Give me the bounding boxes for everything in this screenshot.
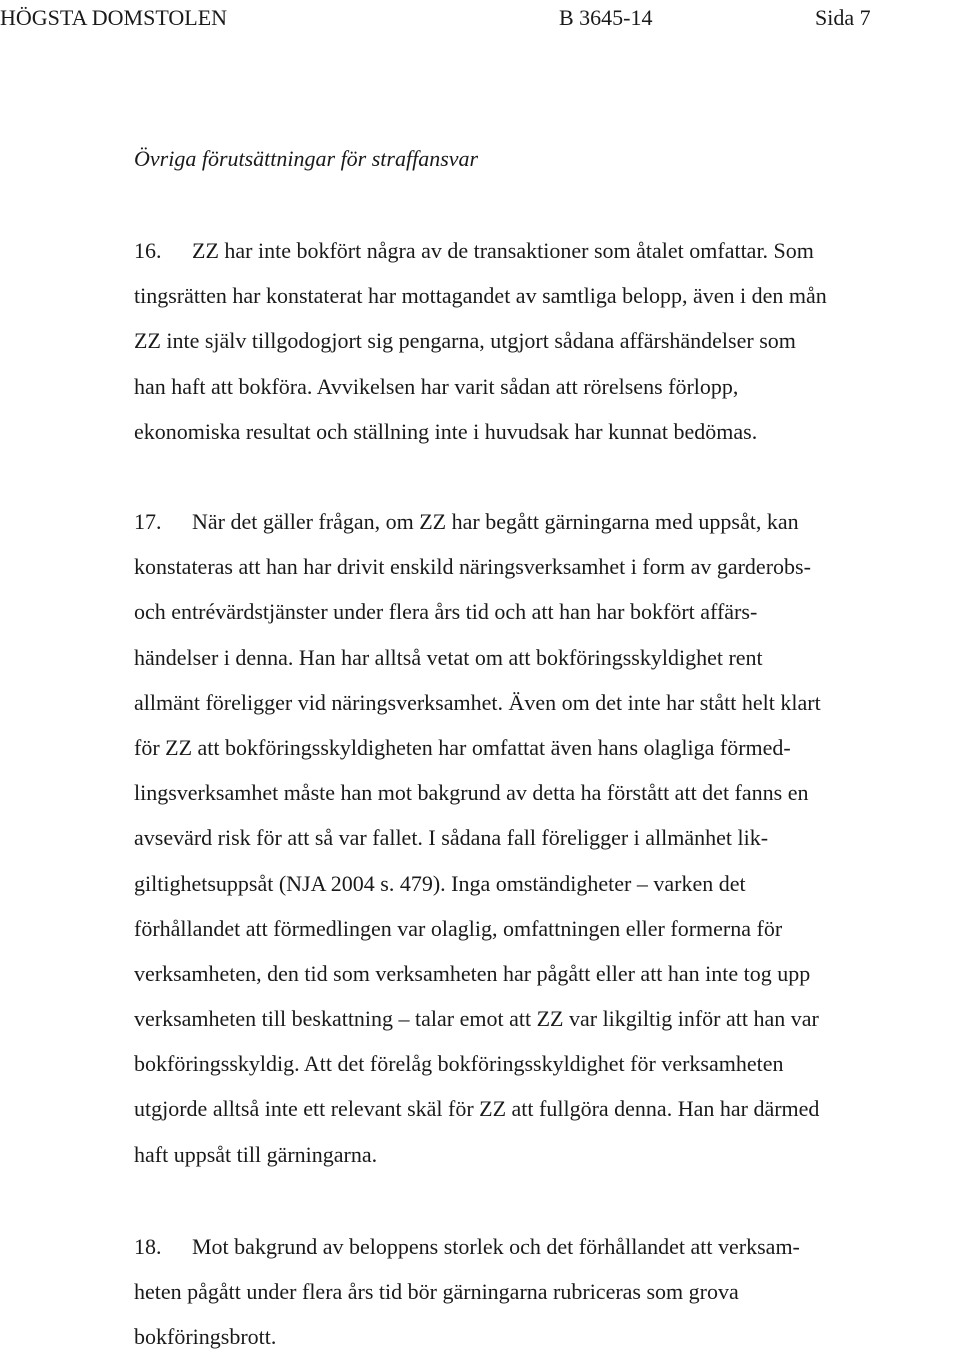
paragraph-line: allmänt föreligger vid näringsverksamhet. Även om det inte har stått helt klart (134, 689, 821, 715)
paragraph-text: ZZ har inte bokfört några av de transaktioner som åtalet omfattar. Som (192, 238, 814, 263)
paragraph-line (134, 1224, 934, 1269)
paragraph-line: lingsverksamhet måste han mot bakgrund av detta ha förstått att det fanns en (134, 780, 809, 806)
paragraph-line: ekonomiska resultat och ställning inte i huvudsak har kunnat bedömas. (134, 418, 758, 444)
paragraph-number: 16. (134, 238, 162, 263)
paragraph-line: händelser i denna. Han har alltså vetat om att bokföringsskyldighet rent (134, 644, 763, 670)
paragraph-line: ZZ inte själv tillgodogjort sig pengarna, utgjort sådana affärshändelser som (134, 328, 796, 354)
paragraph-line: verksamheten till beskattning – talar emot att ZZ var likgiltig inför att han var (134, 1006, 819, 1032)
paragraph-16 (134, 228, 934, 454)
paragraph-line: bokföringsskyldig. Att det förelåg bokföringsskyldighet för verksamheten (134, 1051, 784, 1077)
paragraph-line: förhållandet att förmedlingen var olaglig, omfattningen eller formerna för (134, 915, 783, 941)
paragraph-17 (134, 499, 934, 1177)
paragraph-line: bokföringsbrott. (134, 1324, 277, 1350)
paragraph-text: Mot bakgrund av beloppens storlek och det förhållandet att verksam- (192, 1234, 800, 1259)
paragraph-line: heten pågått under flera års tid bör gärningarna rubriceras som grova (134, 1279, 739, 1305)
paragraph-line: utgjorde alltså inte ett relevant skäl för ZZ att fullgöra denna. Han har därmed (134, 1096, 820, 1122)
paragraph-number: 17. (134, 509, 162, 534)
paragraph-line: tingsrätten har konstaterat har mottagandet av samtliga belopp, även i den mån (134, 283, 827, 309)
page-number: Sida 7 (815, 5, 871, 30)
paragraph-line: och entrévärdstjänster under flera års tid och att han har bokfört affärs- (134, 599, 758, 625)
paragraph-line (134, 499, 934, 544)
paragraph-line: för ZZ att bokföringsskyldigheten har omfattat även hans olagliga förmed- (134, 734, 791, 760)
paragraph-18 (134, 1224, 934, 1360)
section-heading: Övriga förutsättningar för straffansvar (134, 146, 479, 171)
paragraph-line: haft uppsåt till gärningarna. (134, 1141, 378, 1167)
paragraph-line (134, 228, 934, 273)
paragraph-line: verksamheten, den tid som verksamheten har pågått eller att han inte tog upp (134, 960, 811, 986)
paragraph-line: konstateras att han har drivit enskild näringsverksamhet i form av garderobs- (134, 554, 811, 580)
case-number: B 3645-14 (559, 5, 653, 30)
paragraph-number: 18. (134, 1234, 162, 1259)
paragraph-line: giltighetsuppsåt (NJA 2004 s. 479). Inga omständigheter – varken det (134, 870, 746, 896)
paragraph-line: avsevärd risk för att så var fallet. I sådana fall föreligger i allmänhet lik- (134, 825, 769, 851)
paragraph-line: han haft att bokföra. Avvikelsen har varit sådan att rörelsens förlopp, (134, 373, 739, 399)
page-header (0, 4, 960, 32)
court-name: HÖGSTA DOMSTOLEN (0, 5, 228, 30)
paragraph-text: När det gäller frågan, om ZZ har begått gärningarna med uppsåt, kan (192, 509, 799, 534)
